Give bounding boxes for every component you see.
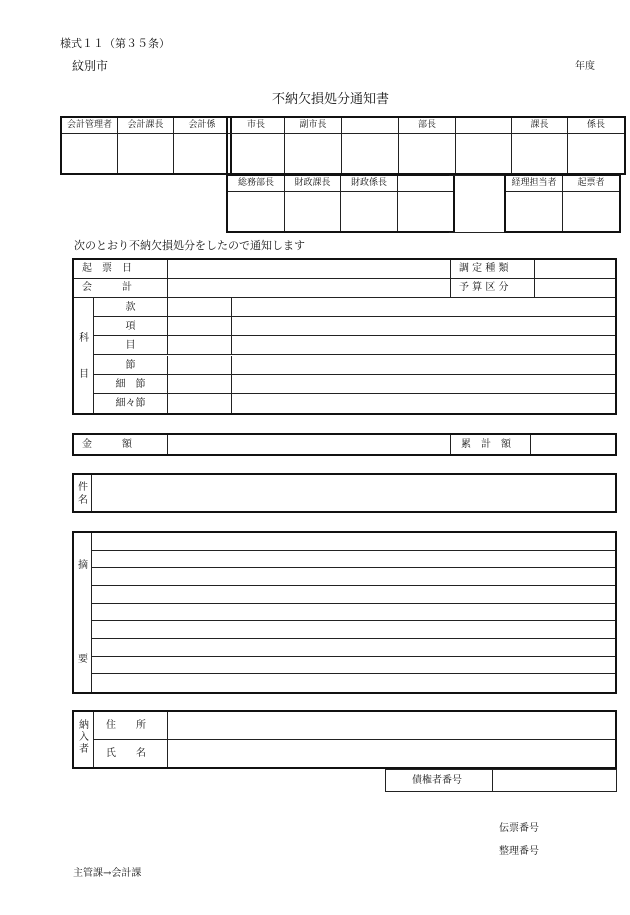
approval-stamp-cell[interactable] — [62, 134, 118, 174]
routing-text: 主管課→会計課 — [73, 868, 142, 879]
subject-row-code-field[interactable] — [168, 375, 232, 394]
approval-stamp-cell[interactable] — [398, 192, 454, 232]
subject-row-label-cell — [94, 356, 168, 375]
subject-matter-label-bottom: 名 — [78, 495, 88, 506]
approval-cell-header: 財政課長 — [285, 176, 341, 192]
approval-stamp-cell[interactable] — [118, 134, 174, 174]
payer-name-label: 氏 名 — [106, 748, 146, 759]
subject-row-label: 款 — [125, 302, 136, 313]
creditor-number-table — [385, 769, 617, 792]
city-name: 紋別市 — [72, 59, 109, 73]
payer-label-2: 入 — [79, 732, 89, 743]
approval-cell-header: 会計管理者 — [62, 118, 118, 134]
subject-label-bottom: 目 — [79, 369, 89, 380]
cumulative-field[interactable] — [531, 435, 615, 454]
summary-label-bottom: 要 — [78, 654, 88, 665]
approval-stamp-cell[interactable] — [399, 134, 456, 174]
approval-cell-header: 課長 — [512, 118, 568, 134]
approval-stamp-cell[interactable] — [228, 134, 285, 174]
subject-row-name-field[interactable] — [232, 317, 615, 336]
approval-stamp-cell[interactable] — [506, 192, 563, 232]
amount-table — [72, 433, 617, 456]
approval-cell-header: 財政係長 — [341, 176, 398, 192]
summary-line-field[interactable] — [92, 674, 615, 692]
budget-category-label: 予 算 区 分 — [459, 282, 509, 293]
approval-executive-table — [227, 117, 625, 174]
approval-gap-cell — [449, 175, 505, 233]
summary-line-field[interactable] — [92, 604, 615, 622]
approval-cell-header — [398, 176, 454, 192]
accounting-field[interactable] — [168, 279, 451, 298]
subject-row-name-field[interactable] — [232, 375, 615, 394]
summary-line-field[interactable] — [92, 621, 615, 639]
subject-row-label: 細々節 — [115, 397, 146, 409]
subject-row-code-field[interactable] — [168, 317, 232, 336]
approval-cell-header: 係長 — [568, 118, 625, 134]
subject-row-label-cell — [94, 298, 168, 317]
approval-cell-header: 総務部長 — [228, 176, 285, 192]
subject-row-label-cell — [94, 394, 168, 413]
approval-cell-header — [342, 118, 399, 134]
payer-address-label: 住 所 — [106, 720, 146, 731]
approval-staff-table — [505, 175, 620, 232]
fiscal-year-label: 年度 — [575, 61, 595, 72]
approval-cell-header: 副市長 — [285, 118, 342, 134]
summary-lines — [92, 533, 615, 692]
summary-label-top: 摘 — [78, 560, 88, 571]
summary-line-field[interactable] — [92, 533, 615, 551]
approval-cell-header: 会計係 — [174, 118, 231, 134]
approval-stamp-cell[interactable] — [285, 134, 342, 174]
subject-row-name-field[interactable] — [232, 298, 615, 317]
summary-line-field[interactable] — [92, 551, 615, 569]
subject-row-label: 節 — [125, 359, 136, 371]
creditor-number-field[interactable] — [493, 770, 616, 791]
summary-line-field[interactable] — [92, 657, 615, 675]
subject-matter-table — [72, 473, 617, 513]
summary-line-field[interactable] — [92, 568, 615, 586]
approval-finance-table — [227, 175, 454, 232]
approval-stamp-cell[interactable] — [228, 192, 285, 232]
subject-row-label-cell — [94, 336, 168, 355]
summary-line-field[interactable] — [92, 639, 615, 657]
subject-row-label-cell — [94, 375, 168, 394]
subject-row-code-field[interactable] — [168, 394, 232, 413]
subject-matter-field[interactable] — [92, 475, 615, 511]
form-number: 様式１１（第３５条） — [60, 37, 170, 50]
summary-line-field[interactable] — [92, 586, 615, 604]
determination-type-field[interactable] — [535, 260, 615, 279]
creditor-number-label: 債権者番号 — [412, 775, 462, 786]
budget-category-field[interactable] — [535, 279, 615, 298]
approval-stamp-cell[interactable] — [174, 134, 231, 174]
accounting-label: 会 計 — [82, 282, 132, 293]
subject-label-top: 科 — [79, 333, 89, 344]
approval-cell-header — [456, 118, 512, 134]
subject-row-name-field[interactable] — [232, 394, 615, 413]
approval-cell-header: 会計課長 — [118, 118, 174, 134]
subject-row-name-field[interactable] — [232, 356, 615, 375]
subject-matter-label-top: 件 — [78, 482, 88, 493]
subject-row-label: 目 — [125, 340, 136, 352]
amount-label: 金 額 — [82, 439, 132, 450]
approval-cell-header: 経理担当者 — [506, 176, 563, 192]
draft-date-label: 起 票 日 — [82, 263, 132, 274]
approval-stamp-cell[interactable] — [512, 134, 568, 174]
payer-label-3: 者 — [79, 744, 89, 755]
approval-stamp-cell[interactable] — [341, 192, 398, 232]
payer-table — [72, 710, 617, 769]
approval-stamp-cell[interactable] — [342, 134, 399, 174]
subject-row-code-field[interactable] — [168, 298, 232, 317]
subject-row-label: 項 — [125, 321, 136, 333]
subject-row-code-field[interactable] — [168, 336, 232, 355]
info-table — [72, 258, 617, 415]
approval-cell-header: 起票者 — [563, 176, 620, 192]
summary-table — [72, 531, 617, 694]
cumulative-label: 累 計 額 — [461, 439, 511, 450]
voucher-number-label: 伝票番号 — [499, 823, 539, 834]
subject-row-label-cell — [94, 317, 168, 336]
organize-number-label: 整理番号 — [499, 846, 539, 857]
subject-rows — [94, 298, 615, 413]
intro-text: 次のとおり不納欠損処分をしたので通知します — [74, 239, 305, 252]
approval-stamp-cell[interactable] — [456, 134, 512, 174]
approval-cell-header: 部長 — [399, 118, 456, 134]
payer-name-field[interactable] — [168, 740, 615, 767]
determination-type-label: 調 定 種 類 — [459, 263, 509, 274]
approval-stamp-cell[interactable] — [285, 192, 341, 232]
subject-row-label: 細 節 — [115, 378, 146, 390]
payer-address-field[interactable] — [168, 712, 615, 740]
document-title: 不納欠損処分通知書 — [272, 92, 390, 107]
subject-row-name-field[interactable] — [232, 336, 615, 355]
subject-row-code-field[interactable] — [168, 356, 232, 375]
amount-field[interactable] — [168, 435, 451, 454]
approval-accounting-table — [61, 117, 231, 174]
approval-cell-header: 市長 — [228, 118, 285, 134]
draft-date-field[interactable] — [168, 260, 451, 279]
payer-label-1: 納 — [79, 720, 89, 731]
approval-stamp-cell[interactable] — [568, 134, 625, 174]
approval-stamp-cell[interactable] — [563, 192, 620, 232]
